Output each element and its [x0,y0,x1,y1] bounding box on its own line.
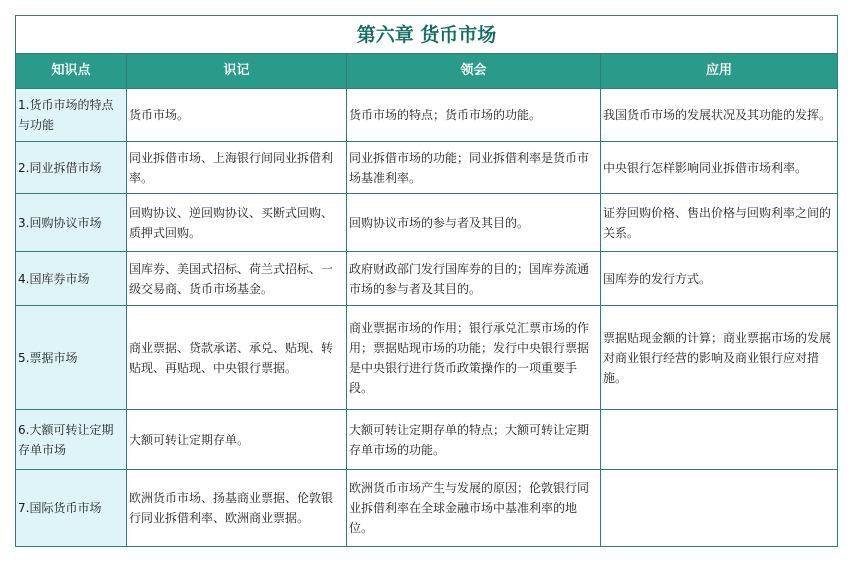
apply-cell [601,410,838,470]
apply-cell: 中央银行怎样影响同业拆借市场利率。 [601,142,838,194]
topic-cell: 6.大额可转让定期存单市场 [16,410,127,470]
table-row [16,252,838,306]
understand-cell: 欧洲货币市场产生与发展的原因；伦敦银行同业拆借利率在全球金融市场中基准利率的地位。 [347,470,601,547]
table-row [16,89,838,142]
title-row [16,16,838,54]
understand-cell: 商业票据市场的作用；银行承兑汇票市场的作用；票据贴现市场的功能；发行中央银行票据是中央银行进行货币政策操作的一项重要手段。 [347,306,601,410]
memorize-cell: 欧洲货币市场、扬基商业票据、伦敦银行同业拆借利率、欧洲商业票据。 [127,470,347,547]
header-topic: 知识点 [16,54,127,89]
understand-cell: 回购协议市场的参与者及其目的。 [347,194,601,252]
topic-cell: 1.货币市场的特点与功能 [16,89,127,142]
memorize-cell: 大额可转让定期存单。 [127,410,347,470]
apply-cell: 票据贴现金额的计算；商业票据市场的发展对商业银行经营的影响及商业银行应对措施。 [601,306,838,410]
apply-cell: 证券回购价格、售出价格与回购利率之间的关系。 [601,194,838,252]
topic-cell: 3.回购协议市场 [16,194,127,252]
memorize-cell: 同业拆借市场、上海银行间同业拆借利率。 [127,142,347,194]
topic-cell: 7.国际货币市场 [16,470,127,547]
memorize-cell: 国库券、美国式招标、荷兰式招标、一级交易商、货币市场基金。 [127,252,347,306]
header-understand: 领会 [347,54,601,89]
header-apply: 应用 [601,54,838,89]
table-row [16,470,838,547]
chapter-table [15,15,838,547]
topic-cell: 2.同业拆借市场 [16,142,127,194]
apply-cell: 我国货币市场的发展状况及其功能的发挥。 [601,89,838,142]
memorize-cell: 货币市场。 [127,89,347,142]
memorize-cell: 商业票据、贷款承诺、承兑、贴现、转贴现、再贴现、中央银行票据。 [127,306,347,410]
table-row [16,410,838,470]
chapter-title: 第六章 货币市场 [16,16,838,54]
table-row [16,142,838,194]
memorize-cell: 回购协议、逆回购协议、买断式回购、质押式回购。 [127,194,347,252]
header-row [16,54,838,89]
table-row [16,306,838,410]
understand-cell: 大额可转让定期存单的特点；大额可转让定期存单市场的功能。 [347,410,601,470]
apply-cell: 国库券的发行方式。 [601,252,838,306]
topic-cell: 5.票据市场 [16,306,127,410]
header-memorize: 识记 [127,54,347,89]
understand-cell: 政府财政部门发行国库券的目的；国库券流通市场的参与者及其目的。 [347,252,601,306]
table-row [16,194,838,252]
understand-cell: 同业拆借市场的功能；同业拆借利率是货币市场基准利率。 [347,142,601,194]
apply-cell [601,470,838,547]
topic-cell: 4.国库券市场 [16,252,127,306]
understand-cell: 货币市场的特点；货币市场的功能。 [347,89,601,142]
